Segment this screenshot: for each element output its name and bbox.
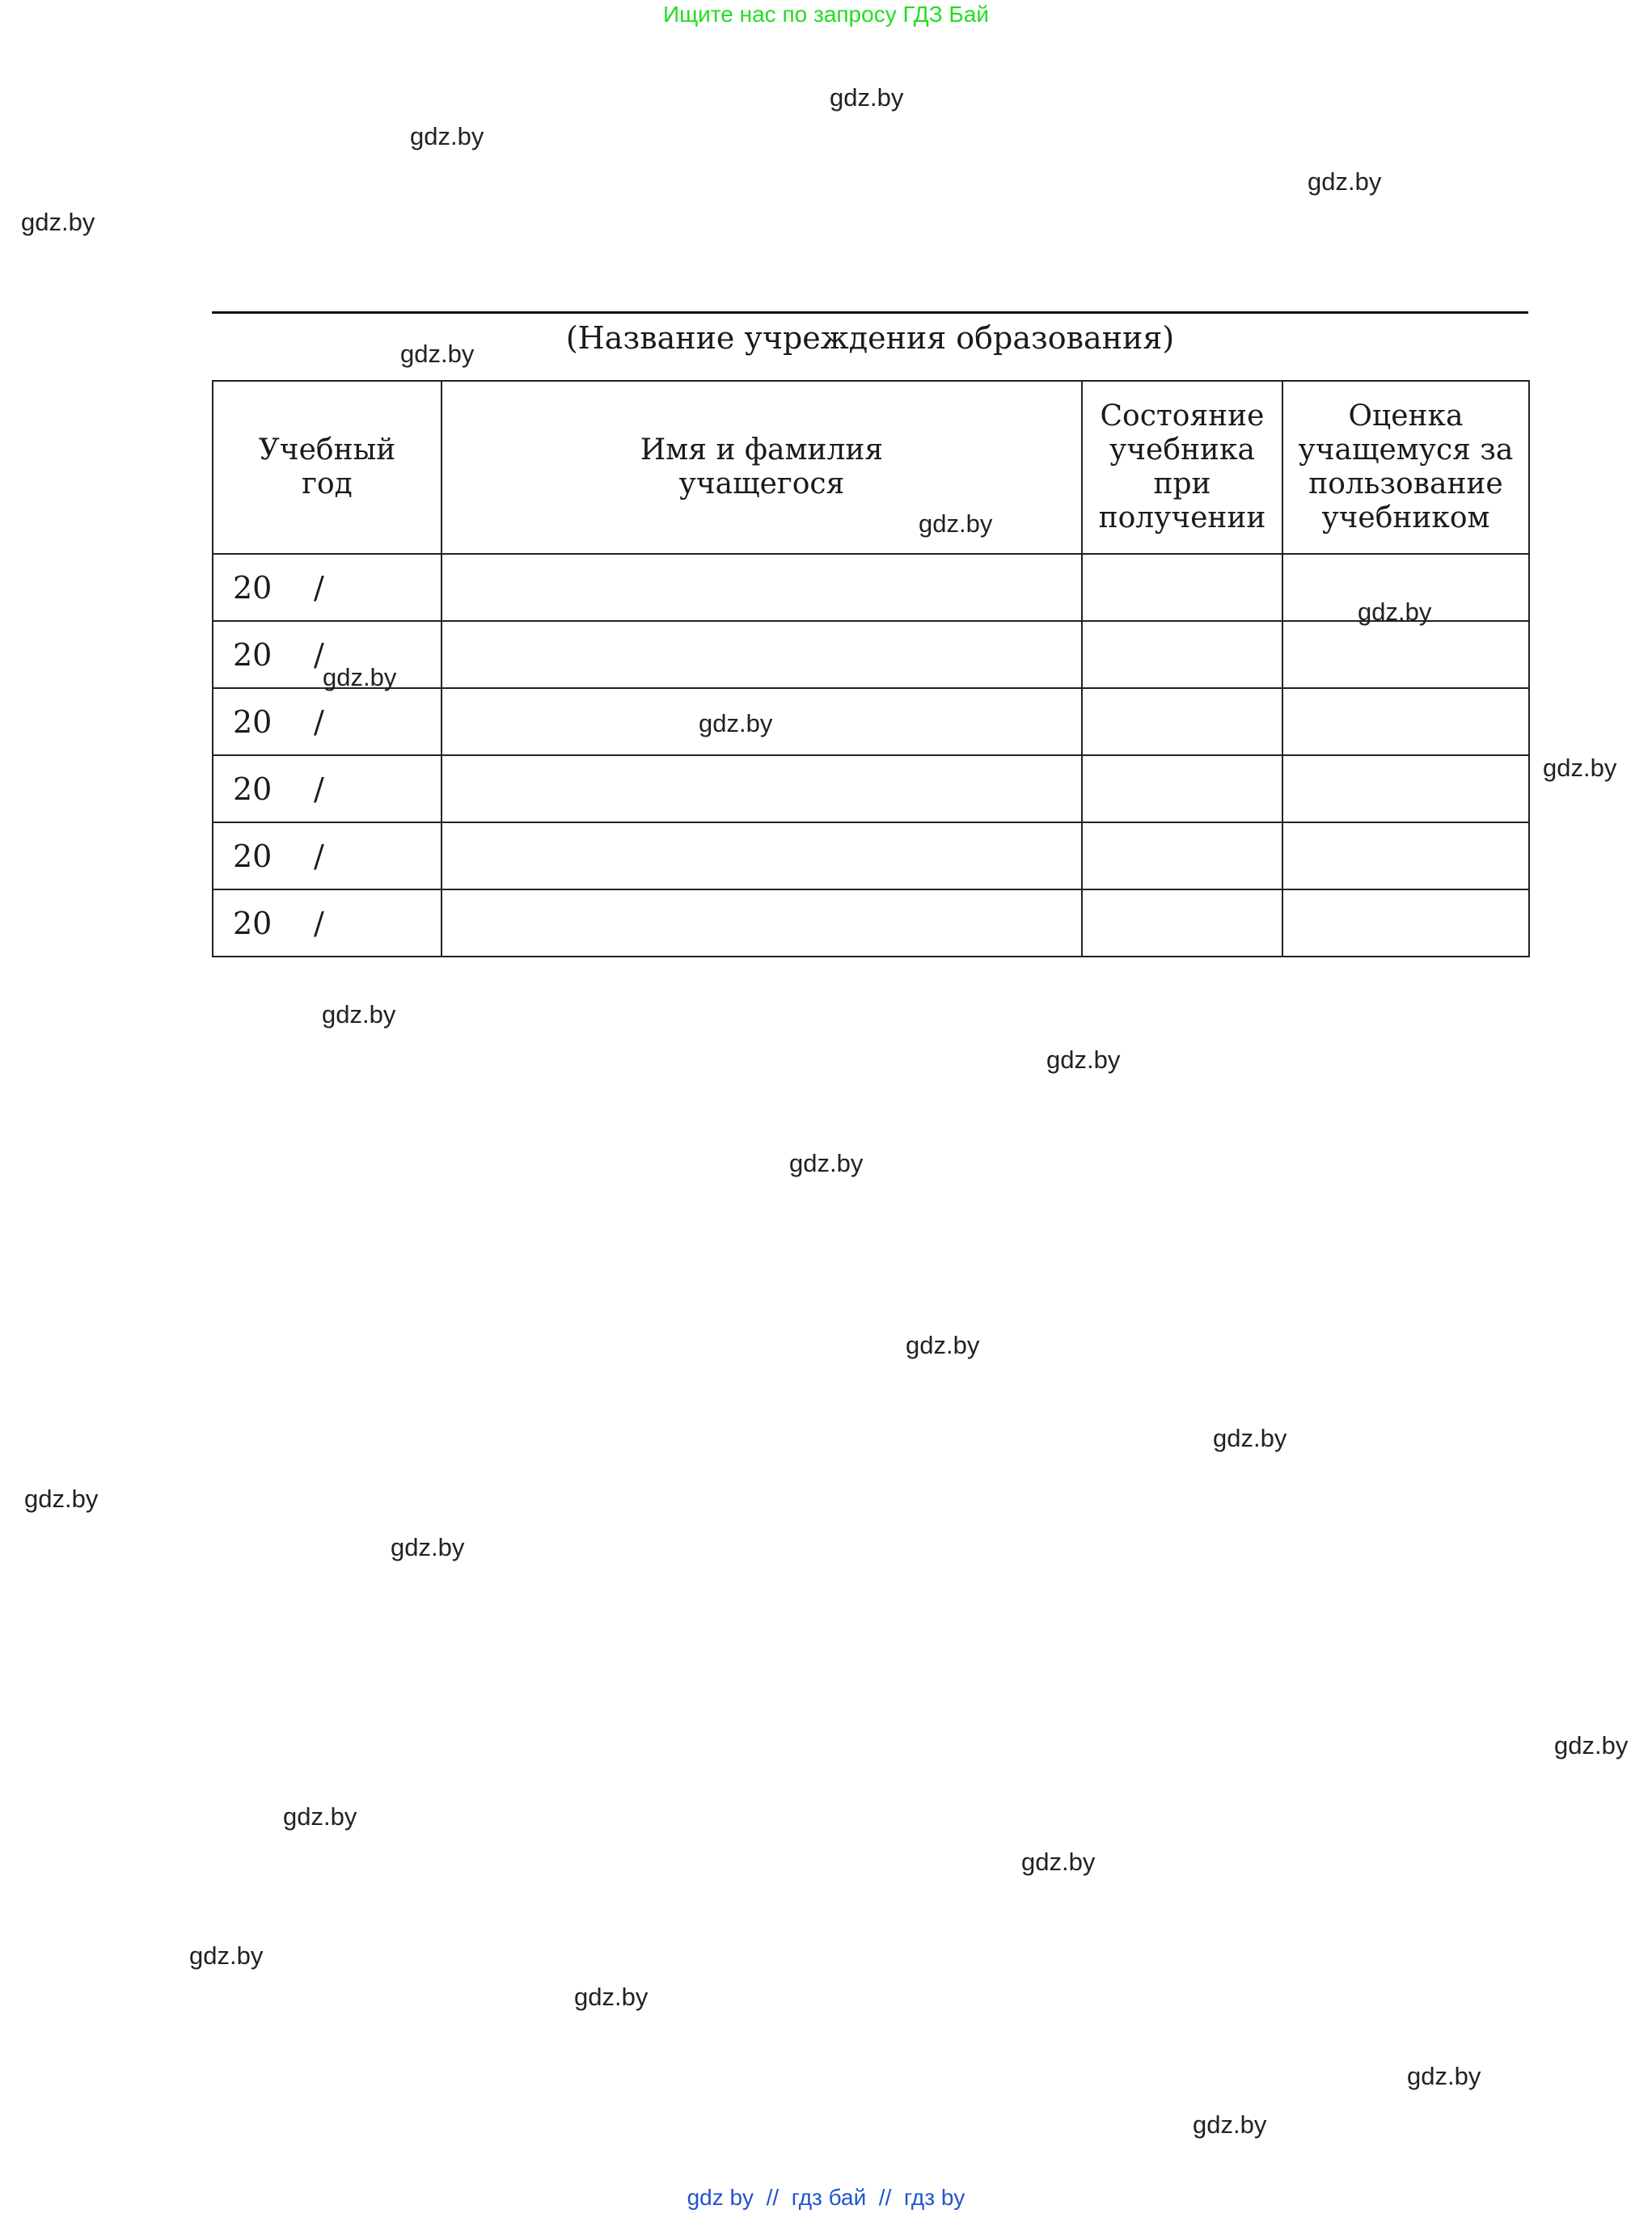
student-name-cell xyxy=(442,554,1082,621)
header-student-name: Имя и фамилия учащегося xyxy=(442,381,1082,554)
student-name-cell xyxy=(442,755,1082,822)
grade-cell xyxy=(1282,755,1529,822)
header-usage-grade: Оценка учащемуся за пользование учебником xyxy=(1282,381,1529,554)
table-row xyxy=(213,688,1529,755)
grade-cell xyxy=(1282,688,1529,755)
table-row xyxy=(213,755,1529,822)
watermark: gdz.by xyxy=(1554,1731,1629,1759)
watermark: gdz.by xyxy=(789,1149,864,1177)
year-cell: 20 / xyxy=(213,554,442,621)
watermark: gdz.by xyxy=(189,1941,264,1970)
watermark: gdz.by xyxy=(24,1485,99,1513)
watermark: gdz.by xyxy=(1543,754,1617,782)
condition-cell xyxy=(1082,688,1282,755)
textbook-register-table xyxy=(212,380,1530,957)
watermark: gdz.by xyxy=(21,208,95,236)
year-cell: 20 / xyxy=(213,621,442,688)
header-textbook-condition: Состояние учебника при получении xyxy=(1082,381,1282,554)
watermark: gdz.by xyxy=(919,509,993,538)
grade-cell xyxy=(1282,889,1529,957)
watermark: gdz.by xyxy=(322,1000,396,1029)
condition-cell xyxy=(1082,822,1282,889)
student-name-cell xyxy=(442,822,1082,889)
watermark: gdz.by xyxy=(1407,2062,1481,2090)
table-row xyxy=(213,822,1529,889)
table-row xyxy=(213,889,1529,957)
watermark: gdz.by xyxy=(699,709,773,737)
grade-cell xyxy=(1282,822,1529,889)
institution-name-line xyxy=(212,311,1528,314)
watermark: gdz.by xyxy=(1308,167,1382,196)
table-header-row xyxy=(213,381,1529,554)
watermark: gdz.by xyxy=(400,340,475,368)
watermark: gdz.by xyxy=(574,1983,649,2011)
watermark: gdz.by xyxy=(283,1802,357,1831)
condition-cell xyxy=(1082,755,1282,822)
year-cell: 20 / xyxy=(213,755,442,822)
watermark: gdz.by xyxy=(830,83,904,112)
year-cell: 20 / xyxy=(213,688,442,755)
grade-cell xyxy=(1282,621,1529,688)
watermark: gdz.by xyxy=(323,663,397,691)
watermark: gdz.by xyxy=(391,1533,465,1561)
watermark: gdz.by xyxy=(906,1331,980,1359)
condition-cell xyxy=(1082,554,1282,621)
student-name-cell xyxy=(442,889,1082,957)
student-name-cell xyxy=(442,621,1082,688)
watermark: gdz.by xyxy=(1358,598,1432,626)
watermark: gdz.by xyxy=(410,122,484,150)
watermark: gdz.by xyxy=(1046,1046,1121,1074)
header-school-year: Учебный год xyxy=(213,381,442,554)
condition-cell xyxy=(1082,889,1282,957)
watermark: gdz.by xyxy=(1193,2110,1267,2139)
watermark: gdz.by xyxy=(1021,1848,1096,1876)
table-row xyxy=(213,621,1529,688)
year-cell: 20 / xyxy=(213,822,442,889)
table-row xyxy=(213,554,1529,621)
institution-caption: (Название учреждения образования) xyxy=(565,320,1175,356)
watermark: gdz.by xyxy=(1213,1424,1287,1452)
condition-cell xyxy=(1082,621,1282,688)
footer-links: gdz by // гдз бай // гдз by xyxy=(687,2185,965,2210)
top-banner: Ищите нас по запросу ГДЗ Бай xyxy=(662,2,990,27)
year-cell: 20 / xyxy=(213,889,442,957)
